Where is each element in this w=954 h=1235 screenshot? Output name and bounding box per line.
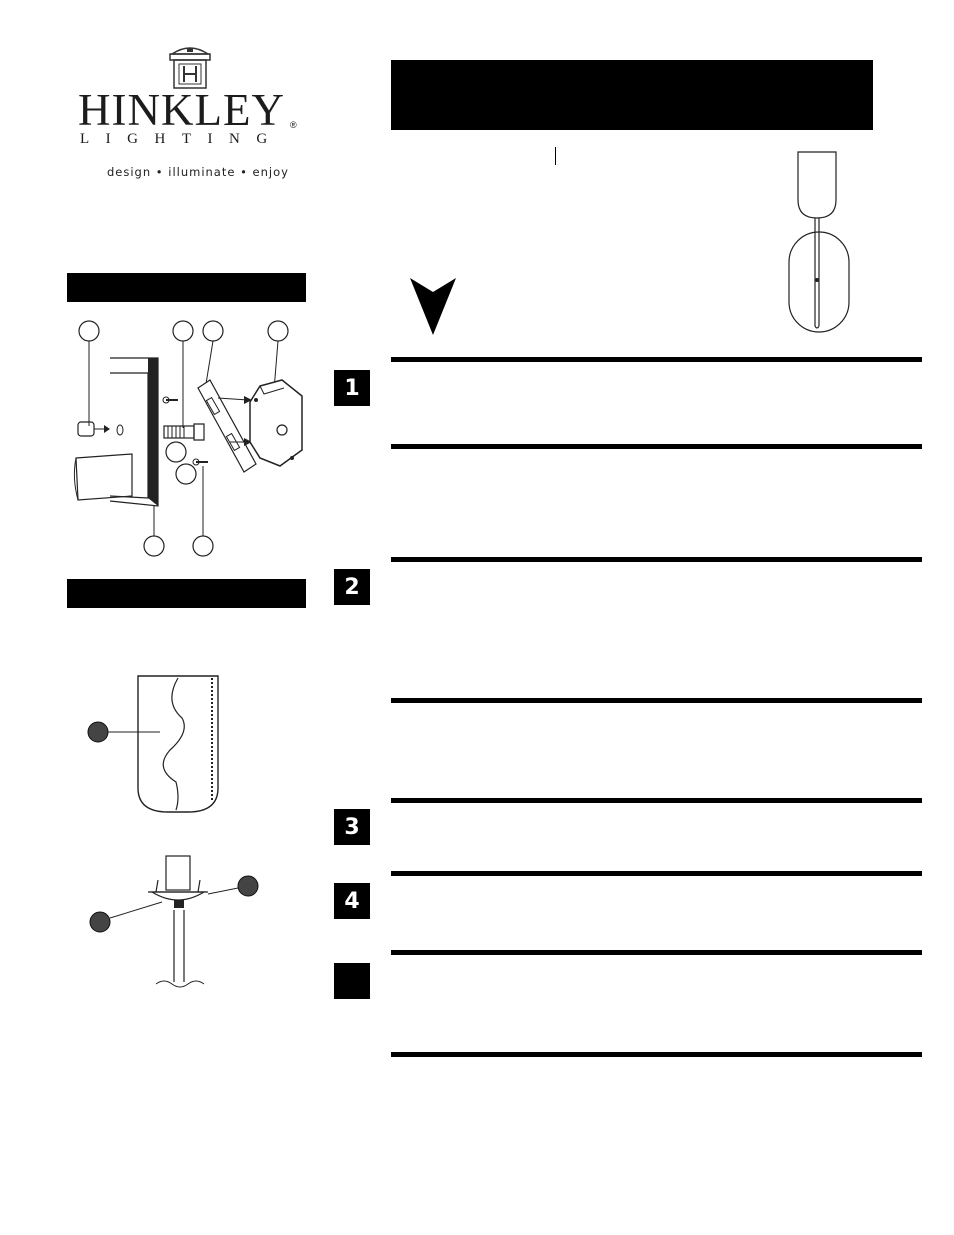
title-bar (391, 60, 873, 130)
step-badge-5 (334, 963, 370, 999)
divider-rule (391, 871, 922, 876)
divider-rule (391, 444, 922, 449)
step-badge-3: 3 (334, 809, 370, 845)
mounting-diagram (70, 318, 310, 560)
title-divider (555, 147, 556, 165)
step-badge-2: 2 (334, 569, 370, 605)
divider-rule (391, 950, 922, 955)
glass-shade-illustration (84, 672, 224, 820)
step-badge-1: 1 (334, 370, 370, 406)
fixture-illustration (788, 150, 850, 335)
brand-name: HINKLEY (78, 85, 285, 135)
step-badge-4: 4 (334, 883, 370, 919)
section-bar-glass (67, 579, 306, 608)
registered-mark: ® (290, 120, 297, 130)
socket-illustration (86, 852, 266, 992)
brand-sub: LIGHTING (80, 131, 284, 147)
brand-tagline: design • illuminate • enjoy (107, 165, 289, 179)
section-bar-parts (67, 273, 306, 302)
divider-rule (391, 357, 922, 362)
divider-rule (391, 557, 922, 562)
divider-rule (391, 1052, 922, 1057)
divider-rule (391, 698, 922, 703)
divider-rule (391, 798, 922, 803)
down-arrow-icon (410, 278, 456, 336)
